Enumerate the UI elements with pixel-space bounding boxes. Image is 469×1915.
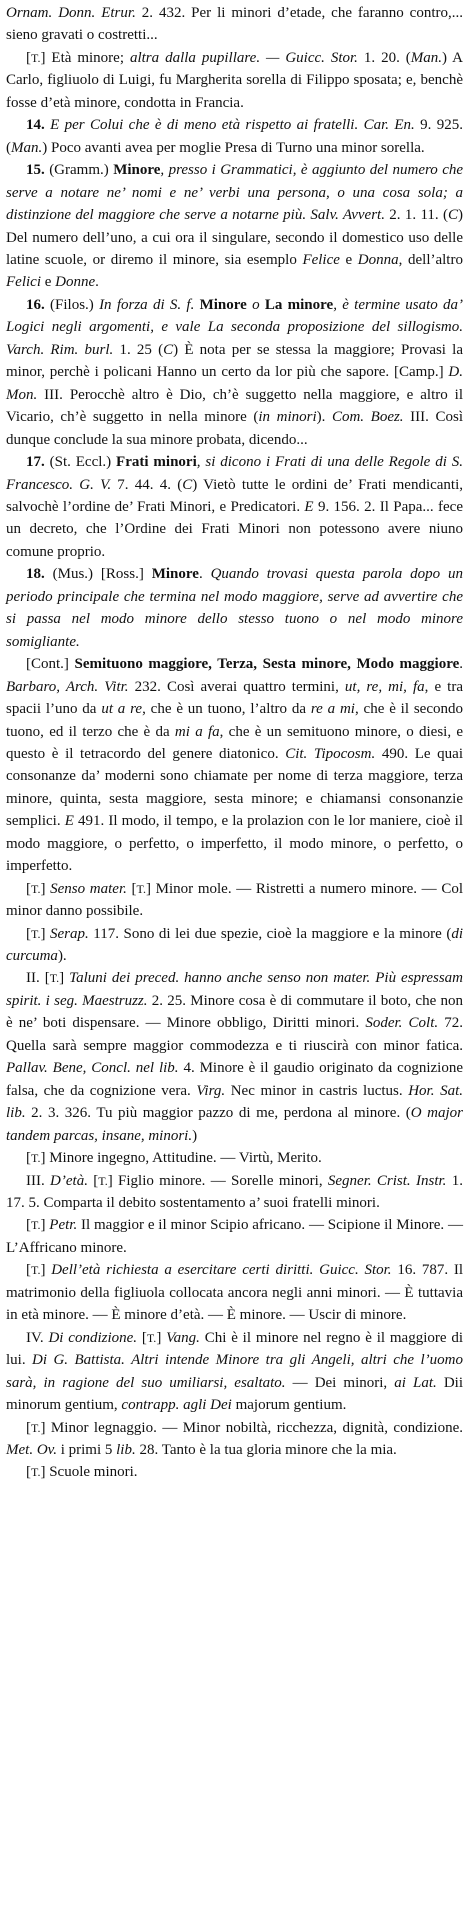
text-run: 2. 1. 11. ( (384, 207, 448, 224)
text-run: III. Così dunque conclude la sua minore probata, dicendo... (6, 409, 463, 448)
text-run: ) Del numero dell’uno, a cui ora il singulare, secondo il domestico uso delle latine scuole, or diremo il minore, sia esemplo (6, 207, 463, 268)
text-run: , che è un tuono, l’altro da (142, 701, 311, 718)
text-run: T. (49, 971, 60, 986)
text-run: 491. Il modo, il tempo, e la prolazion con le lor maniere, cioè il modo maggiore, o perfetto, o imperfetto, il modo minore, o perfetto, o imperfetto. (6, 813, 463, 875)
dictionary-paragraph (6, 47, 463, 114)
text-run: (Mus.) [Ross.] (52, 566, 152, 583)
italic-text: C (163, 341, 174, 358)
italic-text: in minori (258, 409, 317, 426)
italic-text: Man. (11, 139, 43, 156)
italic-text: ut, re, mi, fa (344, 678, 425, 695)
italic-text: Cit. Tipocosm. (285, 745, 376, 762)
text-run: T. (31, 881, 41, 896)
text-run: [ (26, 1419, 31, 1436)
text-run: ] Minor mole. — Ristretti a numero minore. — Col minor danno possibile. (6, 880, 463, 920)
text-run: [ (87, 1172, 99, 1189)
text-run: Il maggior e il minor Scipio africano. — Scipione il Minore. — L’Affricano minore. (6, 1217, 463, 1256)
dictionary-paragraph (6, 114, 463, 159)
text-run: i primi 5 (56, 1442, 117, 1458)
italic-text: Met. Ov. (6, 1442, 57, 1458)
italic-text: Pallav. Bene, Concl. nel lib. (6, 1060, 179, 1077)
text-run: ] (40, 1217, 50, 1234)
italic-text: C (182, 476, 193, 493)
text-run: ). (316, 409, 332, 426)
text-run: III. Perocchè altro è Dio, ch’è suggetto nella maggiore, e altro il Vicario, ch’è suggetto in nella minore ( (6, 386, 463, 426)
dictionary-paragraph (6, 451, 463, 563)
text-run: ) È nota per se stessa la maggiore; Provasi la minor, perchè i policani Hanno un certo da lor più che sapore. [Camp.] (6, 341, 464, 381)
text-run: 16. 787. Il matrimonio della figliuola collocata ancora negli anni minori. — È tuttavia in età minore. — È minore d’età. — È minore. — Uscir di minore. (6, 1262, 463, 1324)
text-run: [ (26, 49, 31, 66)
italic-text: E per Colui che è di meno età rispetto ai fratelli. Car. En. (50, 117, 415, 134)
italic-text: ut a re (101, 701, 143, 718)
entry-heading: Frati minori (116, 454, 197, 471)
italic-text: contrapp. agli Dei (121, 1397, 232, 1414)
text-run: majorum gentium. (231, 1397, 347, 1414)
text-run: ] (40, 1262, 52, 1279)
text-run: 2. 3. 326. Tu più maggior pazzo di me, perdona al minore. ( (25, 1105, 411, 1122)
entry-heading: 17. (26, 454, 50, 471)
italic-text: Petr. (49, 1217, 78, 1234)
text-run: ] (40, 925, 50, 942)
text-run: — Dei minori, (285, 1374, 395, 1391)
dictionary-paragraph (6, 1170, 463, 1215)
text-run: e (339, 251, 358, 268)
text-run: , e tra spacii l’uno da (6, 678, 463, 718)
italic-text: Donna (357, 251, 399, 268)
entry-heading: La minore (259, 296, 334, 313)
italic-text: Taluni dei preced. hanno anche senso non mater. Più espressam spirit. i seg. Maestruzz. (6, 970, 463, 1009)
text-run: II. [ (26, 970, 50, 987)
text-run: [ (26, 1262, 31, 1279)
text-run: T. (31, 1151, 41, 1166)
text-run: (Filos.) (50, 296, 100, 313)
text-run: (Gramm.) (49, 162, 114, 179)
dictionary-paragraph (6, 1147, 463, 1169)
dictionary-paragraph (6, 294, 463, 451)
text-run: Nec minor in castris luctus. (225, 1082, 409, 1099)
text-run: [ (26, 1464, 31, 1481)
text-run: 72. Quella sarà sempre maggior commodezza e ti riuscirà con minor fatica. (6, 1015, 463, 1054)
text-run: [ (26, 1150, 31, 1167)
text-run: [ (26, 1217, 31, 1234)
entry-heading: 15. (26, 162, 50, 179)
text-run: T. (31, 1218, 41, 1233)
italic-text: Hor. Sat. lib. (6, 1082, 463, 1122)
text-run: Dii minorum gentium, (6, 1374, 464, 1414)
text-run: 232. Così averai quattro termini, (128, 678, 345, 695)
italic-text: Dell’età richiesta a esercitare certi diritti. Guicc. Stor. (51, 1262, 392, 1279)
text-run: T. (98, 1173, 108, 1188)
text-run: T. (31, 1465, 41, 1480)
italic-text: di curcuma (6, 925, 463, 965)
entry-heading: 18. (26, 566, 53, 583)
italic-text: , si dicono i Frati di una delle Regole di S. Francesco. G. V. (6, 454, 463, 493)
text-run: ) Vietò tutte le ordini de’ Frati mendicanti, salvochè l’ordine de’ Frati Minori, e Predicatori. (6, 476, 464, 515)
text-run: 117. Sono di lei due spezie, cioè la maggiore e la minore ( (88, 925, 452, 942)
text-run: [ (137, 1329, 147, 1346)
text-run: 9. 925. ( (6, 117, 463, 156)
text-run: , che è un semituono minore, o diesi, e questo è il tetracordo del genere diatonico. (6, 723, 463, 762)
italic-text: D’età. (50, 1172, 88, 1189)
dictionary-paragraph (6, 1327, 463, 1417)
text-run: [ (126, 880, 137, 897)
italic-text: Man. (410, 49, 443, 66)
italic-text: In forza di S. f. (99, 296, 195, 313)
text-run: T. (31, 1420, 41, 1435)
dictionary-paragraph (6, 967, 463, 1147)
text-run: , dell’altro (398, 251, 463, 268)
text-run: ] Minor legnaggio. — Minor nobiltà, ricchezza, dignità, condizione. (40, 1419, 463, 1436)
italic-text: o (252, 296, 260, 313)
text-run: 2. 25. Minore cosa è di commutare il boto, che non è ne’ boti dispensare. — Minore obbligo, Diritti minori. (6, 992, 463, 1032)
text-run: T. (31, 50, 41, 65)
dictionary-paragraph (6, 2, 463, 47)
text-run: [Cont.] (26, 656, 75, 673)
text-run: ] Età minore; (40, 49, 130, 66)
text-run: 490. Le quai consonanze da’ moderni sono chiamate per nome di terza maggiore, terza minore, quinta, sesta maggiore, sesta minore; e chiamansi consonanzie semplici. (6, 745, 463, 830)
text-run: (St. Eccl.) (49, 454, 117, 471)
dictionary-paragraph (6, 159, 463, 294)
text-run: ] (156, 1329, 167, 1346)
text-run: ] Minore ingegno, Attitudine. — Virtù, Merito. (40, 1150, 322, 1167)
text-run: ] Figlio minore. — Sorelle minori, (107, 1172, 328, 1189)
italic-text: Ornam. Donn. Etrur. (6, 5, 136, 21)
italic-text: Segner. Crist. Instr. (327, 1172, 447, 1189)
italic-text: E (64, 813, 74, 830)
entry-heading: 16. (26, 296, 51, 313)
italic-text: re a mi (310, 701, 355, 718)
text-run: T. (146, 1330, 157, 1345)
italic-text: Vang. (166, 1329, 200, 1346)
text-run: 2. 432. Per li minori d’etade, che faranno contro,... sieno gravati o costretti... (6, 5, 463, 44)
dictionary-paragraph (6, 563, 463, 653)
italic-text: Virg. (196, 1082, 226, 1099)
text-run: , che è il secondo tuono, ed il terzo che è da (6, 701, 464, 740)
text-run: ] (40, 880, 51, 897)
italic-text: , è termine usato da’ Logici negli argomenti, e vale La seconda proposizione del sillogismo. Varch. Rim. burl. (6, 296, 464, 358)
italic-text: C (447, 207, 458, 224)
text-run: 9. 156. 2. Il Papa... fece un decreto, che l’Ordine dei Frati Minori non potessono avere niuno comune proprio. (6, 498, 463, 560)
text-run: T. (136, 881, 146, 896)
italic-text: altra dalla pupillare. — Guicc. Stor. (129, 49, 358, 66)
entry-heading: 14. (26, 117, 51, 134)
italic-text: Felice (302, 251, 340, 268)
italic-text: Donne (55, 274, 96, 291)
text-run: T. (31, 926, 41, 941)
text-run: ). (57, 948, 67, 965)
italic-text: mi a fa (174, 723, 220, 740)
dictionary-paragraph (6, 653, 463, 878)
text-run: . (95, 274, 99, 291)
italic-text: O major tandem parcas, insane, minori. (6, 1105, 463, 1144)
entry-heading: Minore (194, 296, 253, 313)
text-run: Chi è il minore nel regno è il maggiore di lui. (6, 1329, 464, 1369)
text-run: 7. 44. 4. ( (111, 476, 183, 493)
italic-text: Barbaro, Arch. Vitr. (6, 678, 129, 695)
italic-text: ai Lat. (394, 1374, 437, 1391)
italic-text: lib. (116, 1442, 136, 1458)
text-run: ] (59, 970, 70, 987)
text-run: 1. 25 ( (113, 341, 164, 358)
italic-text: , presso i Grammatici, è aggiunto del numero che serve a notare ne’ nomi e ne’ verbi una persona, o una cosa sola; a distinzione del maggiore che serve a notarne più. Salv. Avvert. (6, 162, 464, 224)
italic-text: Di condizione. (48, 1329, 138, 1346)
text-run: [ (26, 880, 31, 897)
italic-text: Di G. Battista. Altri intende Minore tra gli Angeli, altri che l’uomo sarà, in ragione del suo umiliarsi, esaltato. (6, 1352, 463, 1391)
italic-text: Felici (6, 274, 41, 291)
text-run: 1. 20. ( (357, 49, 411, 66)
italic-text: Quando trovasi questa parola dopo un periodo principale che termina nel modo maggiore, serve ad avvertire che si passa nel modo minore dello stesso tuono o nel modo minore somigliante. (6, 566, 463, 650)
text-run: . (198, 566, 211, 583)
dictionary-paragraph (6, 1259, 463, 1326)
entry-heading: Minore (151, 566, 199, 583)
dictionary-paragraph (6, 1214, 463, 1259)
entry-heading: Minore (113, 162, 161, 179)
dictionary-paragraph (6, 878, 463, 923)
italic-text: D. Mon. (6, 364, 463, 403)
dictionary-paragraph (6, 1461, 463, 1483)
text-run: IV. (26, 1329, 49, 1346)
text-run: ) A Carlo, figliuolo di Luigi, fu Margherita sorella di Filippo sposata; e, benchè fosse d’età minore, condotta in Francia. (6, 49, 464, 111)
text-run: 1. 17. 5. Comparta il debito sostentamento a’ suoi fratelli minori. (6, 1172, 463, 1212)
text-run: 28. Tanto è la tua gloria minore che la mia. (135, 1442, 397, 1458)
italic-text: Serap. (50, 925, 89, 942)
text-run: ] Scuole minori. (40, 1464, 138, 1481)
italic-text: E (304, 498, 314, 515)
dictionary-paragraph (6, 923, 463, 968)
text-run: III. (26, 1172, 51, 1189)
text-run: [ (26, 925, 31, 942)
italic-text: Soder. Colt. (365, 1015, 439, 1032)
text-run: 4. Minore è il gaudio originato da cognizione falsa, che da cognizione vera. (6, 1060, 463, 1099)
italic-text: Senso mater. (50, 880, 127, 897)
entry-heading: Semituono maggiore, Terza, Sesta minore, Modo maggiore (74, 656, 460, 673)
text-run: e (40, 274, 56, 291)
text-run: . (459, 656, 463, 673)
text-run: T. (31, 1263, 41, 1278)
text-run: ) (192, 1127, 198, 1144)
text-run: ) Poco avanti avea per moglie Presa di Turno una minor sorella. (42, 139, 425, 156)
dictionary-paragraph (6, 1417, 463, 1462)
italic-text: Com. Boez. (331, 409, 404, 426)
